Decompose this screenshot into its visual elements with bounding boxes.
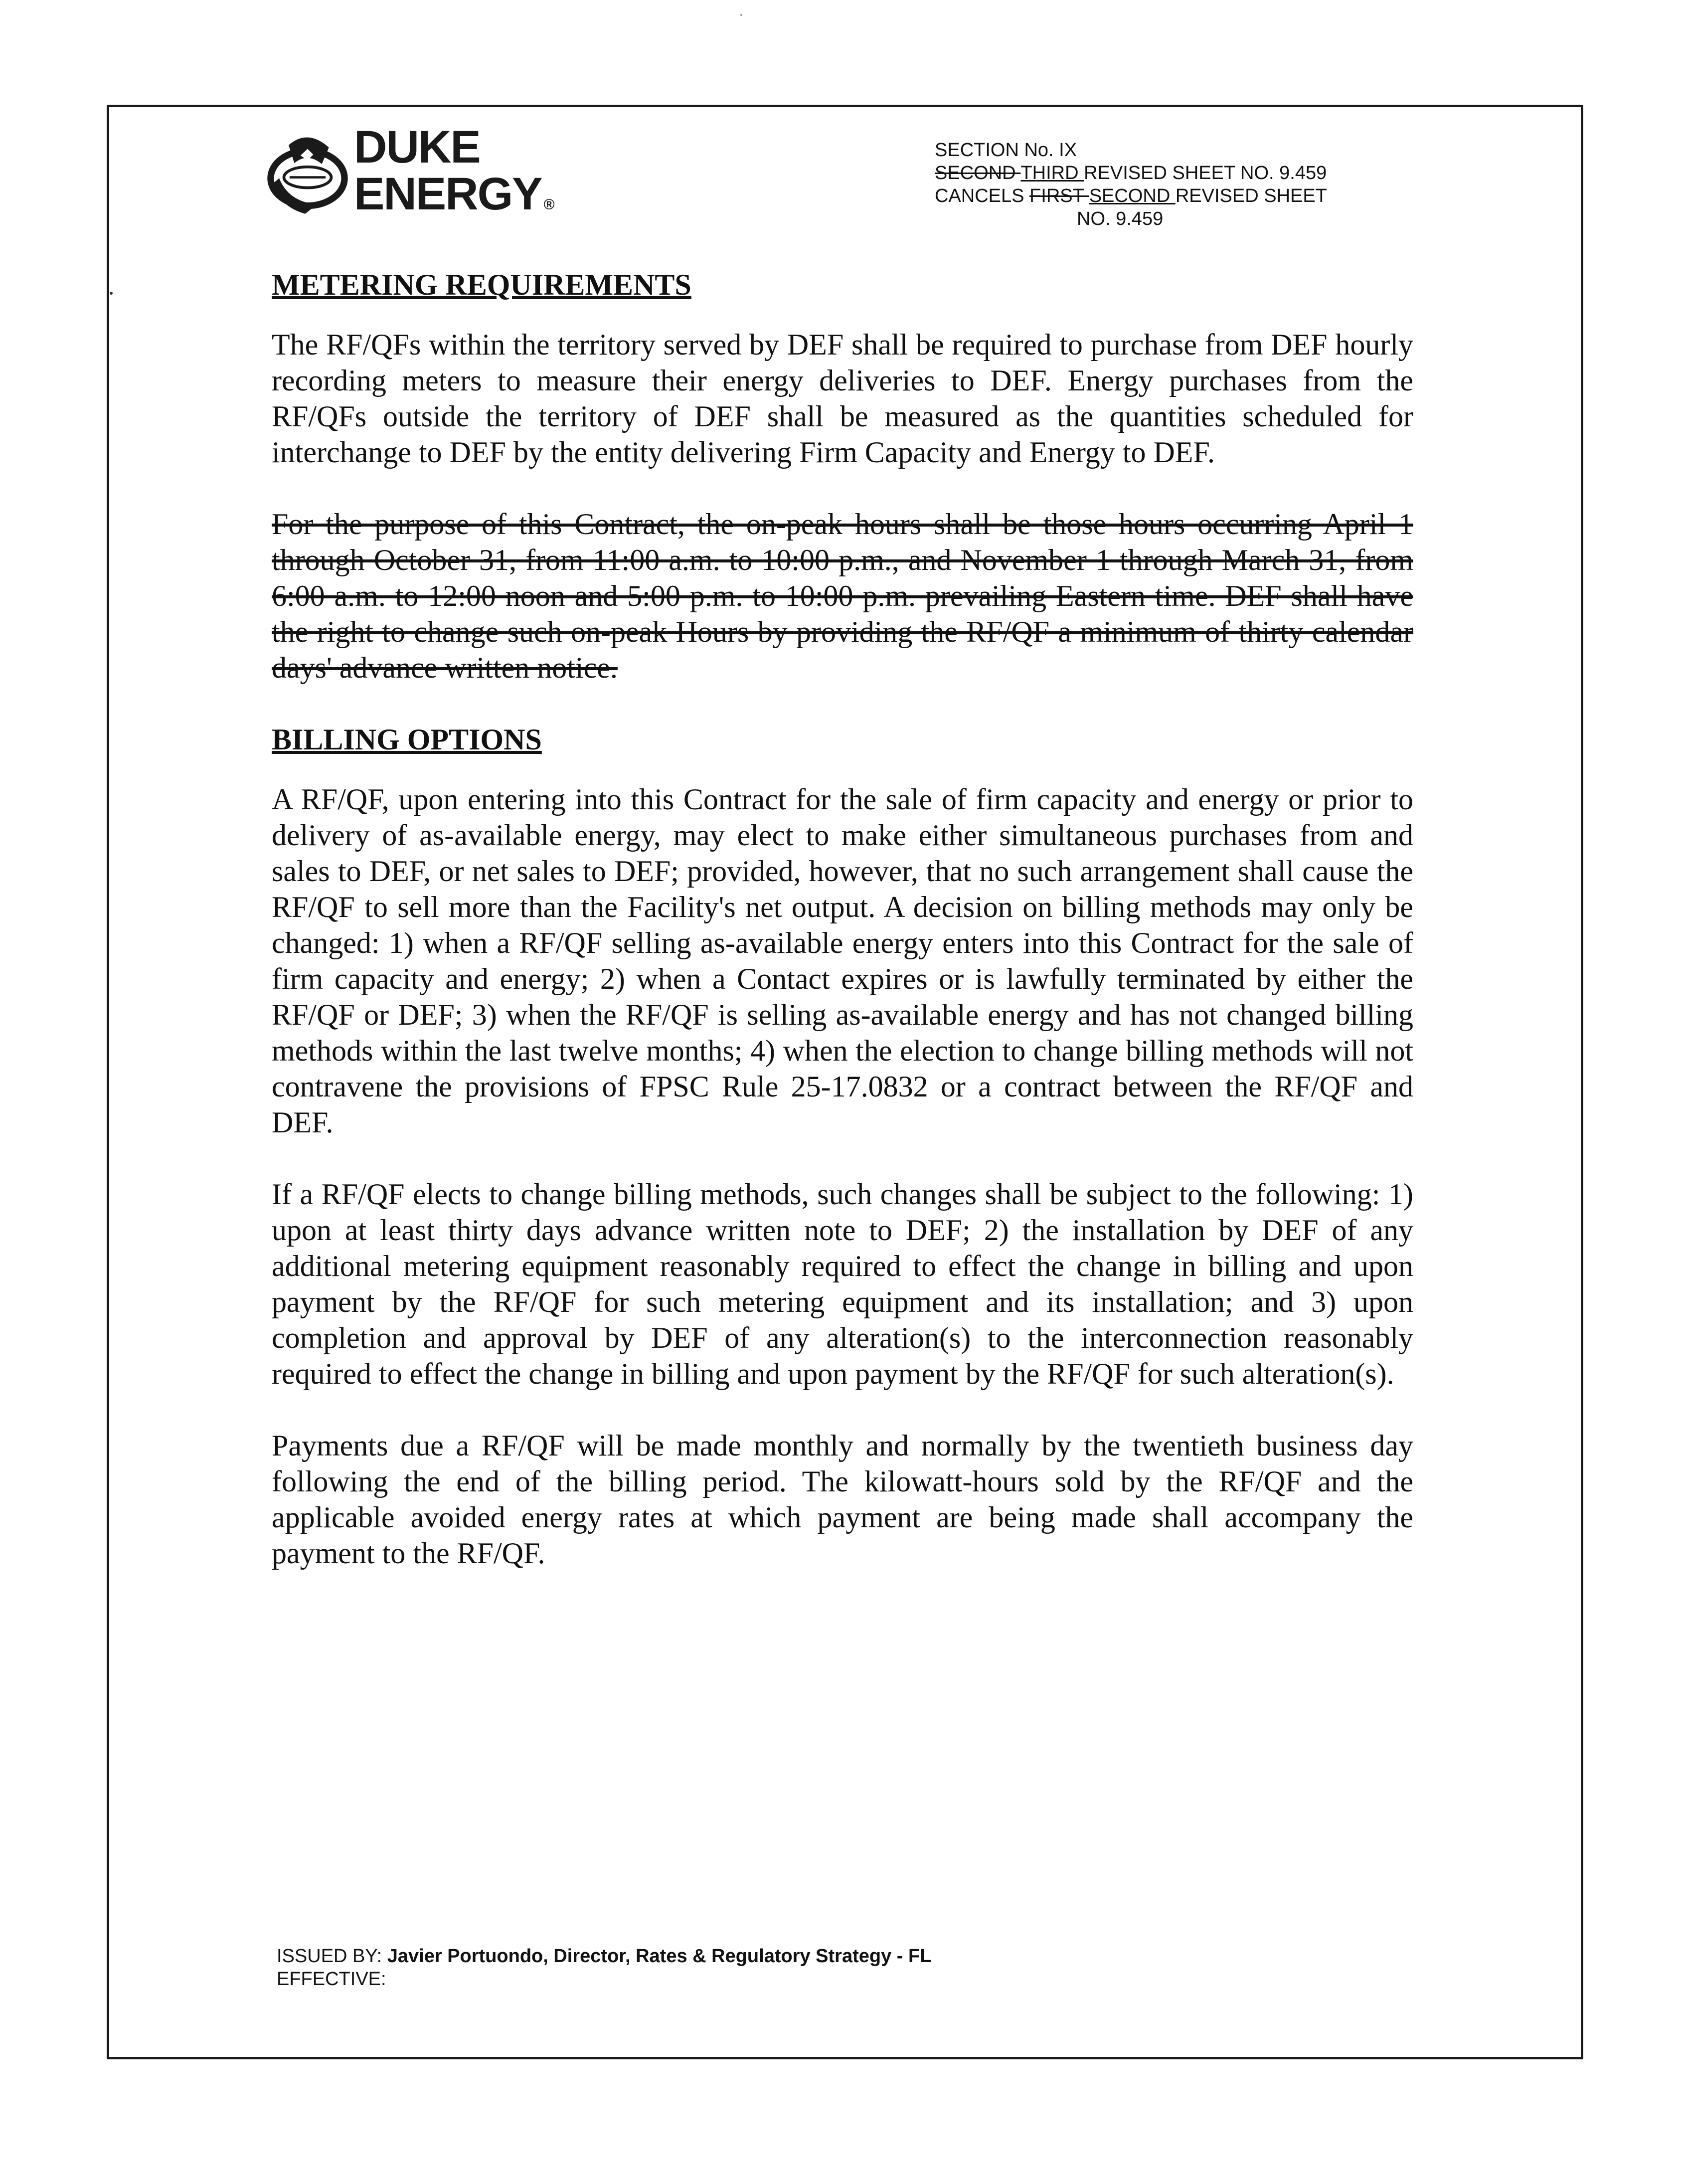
- revised-sheet-rest: REVISED SHEET NO. 9.459: [1084, 163, 1327, 183]
- billing-paragraph-1: A RF/QF, upon entering into this Contract for the sale of firm capacity and energy or prior to delivery of as-available energy, may elect to make either simultaneous purchases from and sales to DEF, or net sales to DEF; provided, however, that no such arrangement shall cause the RF/QF to sell more than the Facility's net output. A decision on billing methods may only be changed: 1) when a RF/QF selling as-available energy enters into this Contract for the sale of firm capacity and energy; 2) when a Contact expires or is lawfully terminated by either the RF/QF or DEF; 3) when the RF/QF is selling as-available energy and has not changed billing methods within the last twelve months; 4) when the election to change billing methods will not contravene the provisions of FPSC Rule 25-17.0832 or a contract between the RF/QF and DEF.: [272, 783, 1413, 1139]
- margin-mark: [110, 292, 113, 295]
- issued-by-value: Javier Portuondo, Director, Rates & Regulatory Strategy - FL: [387, 1946, 932, 1967]
- document-body: [272, 267, 1413, 1607]
- billing-options-heading: BILLING OPTIONS: [272, 723, 542, 756]
- section-number: SECTION No. IX: [935, 140, 1077, 161]
- effective-line: EFFECTIVE:: [277, 1969, 386, 1990]
- sheet-header: [935, 139, 1433, 230]
- logo-energy-text: ENERGY: [354, 169, 542, 219]
- billing-paragraph-3: Payments due a RF/QF will be made monthly and normally by the twentieth business day following the end of the billing period. The kilowatt-hours sold by the RF/QF and the applicable avoided energy rates at which payment are being made shall accompany the payment to the RF/QF.: [272, 1429, 1413, 1570]
- sheet-number: NO. 9.459: [1077, 208, 1164, 229]
- inserted-revision: THIRD: [1020, 163, 1084, 183]
- billing-paragraph-2: If a RF/QF elects to change billing methods, such changes shall be subject to the following: 1) upon at least thirty days advance written note to DEF; 2) the installation by DEF of any additional metering equipment reasonably required to effect the change in billing and upon payment by the RF/QF for such metering equipment and its installation; and 3) upon completion and approval by DEF of any alteration(s) to the interconnection reasonably required to effect the change in billing and upon payment by the RF/QF for such alteration(s).: [272, 1178, 1413, 1390]
- duke-energy-emblem-icon: [260, 126, 355, 221]
- struck-cancel-revision: FIRST: [1029, 185, 1089, 206]
- deleted-on-peak-paragraph: For the purpose of this Contract, the on-peak hours shall be those hours occurring April 1 through October 31, from 11:00 a.m. to 10:00 p.m., and November 1 through March 31, from 6:00 a.m. to 12:00 noon and 5:00 p.m. to 10:00 p.m. prevailing Eastern time. DEF shall have the right to change such on-peak Hours by providing the RF/QF a minimum of thirty calendar days' advance written notice.: [272, 508, 1413, 684]
- cancels-prefix: CANCELS: [935, 185, 1030, 206]
- metering-paragraph: The RF/QFs within the territory served by DEF shall be required to purchase from DEF hourly recording meters to measure their energy deliveries to DEF. Energy purchases from the RF/QFs outside the territory of DEF shall be measured as the quantities scheduled for interchange to DEF by the entity delivering Firm Capacity and Energy to DEF.: [272, 328, 1413, 469]
- issued-block: [277, 1945, 931, 1991]
- logo-word-duke: DUKE: [354, 122, 480, 173]
- inserted-cancel-revision: SECOND: [1089, 185, 1176, 206]
- scan-speck: [740, 14, 742, 16]
- cancels-rest: REVISED SHEET: [1175, 185, 1327, 206]
- issued-by-label: ISSUED BY:: [277, 1946, 387, 1967]
- revised-sheet-line: [935, 162, 1433, 184]
- duke-energy-logo: [260, 122, 554, 222]
- registered-mark: ®: [543, 196, 554, 213]
- struck-revision: SECOND: [935, 163, 1021, 183]
- issued-by-line: [277, 1945, 931, 1968]
- logo-word-energy: [354, 171, 554, 217]
- metering-requirements-heading: METERING REQUIREMENTS: [272, 268, 691, 301]
- cancels-sheet-line: [935, 184, 1433, 207]
